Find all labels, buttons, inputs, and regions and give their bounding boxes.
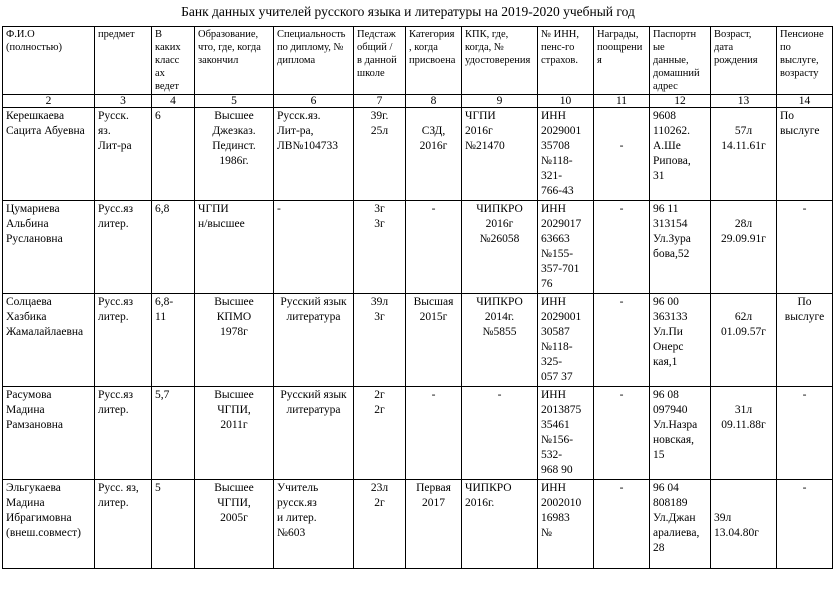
cell-pedstazh: 23л 2г [354,480,406,569]
column-number: 5 [195,95,274,108]
header-awards: Награды, поощрения [594,27,650,95]
table-row [3,201,833,294]
cell-awards: - [594,201,650,294]
cell-subject: Русс. яз, литер. [95,480,152,569]
cell-pension: - [777,387,833,480]
cell-subject: Русск. яз. Лит-ра [95,108,152,201]
cell-inn: ИНН 2013875 35461 №156- 532- 968 90 [538,387,594,480]
cell-education: Высшее ЧГПИ, 2011г [195,387,274,480]
cell-passport: 96 00 363133 Ул.Пи Онерс кая,1 [650,294,711,387]
header-passport: Паспортн ые данные, домашний адрес [650,27,711,95]
header-inn: № ИНН, пенс-го страхов. [538,27,594,95]
cell-passport: 96 04 808189 Ул.Джан аралиева, 28 [650,480,711,569]
cell-inn: ИНН 2029001 30587 №118- 325- 057 37 [538,294,594,387]
cell-passport: 9608 110262. А.Ше Рипова, 31 [650,108,711,201]
cell-pension: - [777,480,833,569]
column-number: 6 [274,95,354,108]
cell-specialty: Русский язык литература [274,387,354,480]
table-row [3,294,833,387]
column-number: 14 [777,95,833,108]
cell-fio: Цумариева Альбина Руслановна [3,201,95,294]
cell-age: 31л 09.11.88г [711,387,777,480]
cell-classes: 5,7 [152,387,195,480]
cell-specialty: - [274,201,354,294]
cell-classes: 6 [152,108,195,201]
cell-awards: - [594,294,650,387]
cell-pension: По выслуге [777,108,833,201]
cell-category: Первая 2017 [406,480,462,569]
cell-inn: ИНН 2029017 63663 №155- 357-701 76 [538,201,594,294]
cell-education: Высшее Джезказ. Пединст. 1986г. [195,108,274,201]
column-number: 13 [711,95,777,108]
cell-pension: По выслуге [777,294,833,387]
column-number: 9 [462,95,538,108]
cell-passport: 96 11 313154 Ул.Зура бова,52 [650,201,711,294]
cell-specialty: Учитель русск.яз и литер. №603 [274,480,354,569]
cell-specialty: Русский язык литература [274,294,354,387]
cell-passport: 96 08 097940 Ул.Назра новская, 15 [650,387,711,480]
cell-age: 57л 14.11.61г [711,108,777,201]
header-category: Категория , когда присвоена [406,27,462,95]
header-pedstazh: Педстаж общий / в данной школе [354,27,406,95]
cell-category: Высшая 2015г [406,294,462,387]
column-number: 7 [354,95,406,108]
cell-classes: 6,8- 11 [152,294,195,387]
cell-fio: Солцаева Хазбика Жамалайлаевна [3,294,95,387]
cell-fio: Керешкаева Сацита Абуевна [3,108,95,201]
header-specialty: Специальность по диплому, № диплома [274,27,354,95]
cell-pedstazh: 3г 3г [354,201,406,294]
cell-inn: ИНН 2002010 16983 № [538,480,594,569]
cell-kpk: ЧИПКРО 2016г. [462,480,538,569]
teachers-table [2,26,833,569]
cell-awards: - [594,108,650,201]
header-classes: В каких класс ах ведет [152,27,195,95]
table-header-row [3,27,833,95]
cell-subject: Русс.яз литер. [95,387,152,480]
cell-awards: - [594,480,650,569]
cell-fio: Расумова Мадина Рамзановна [3,387,95,480]
cell-awards: - [594,387,650,480]
cell-kpk: ЧГПИ 2016г №21470 [462,108,538,201]
cell-pedstazh: 2г 2г [354,387,406,480]
header-subject: предмет [95,27,152,95]
document-title: Банк данных учителей русского языка и литературы на 2019-2020 учебный год [181,4,635,19]
column-number: 4 [152,95,195,108]
cell-category: СЗД, 2016г [406,108,462,201]
cell-age: 62л 01.09.57г [711,294,777,387]
cell-kpk: - [462,387,538,480]
table-row [3,387,833,480]
table-row [3,108,833,201]
cell-age: 28л 29.09.91г [711,201,777,294]
column-number: 12 [650,95,711,108]
cell-classes: 6,8 [152,201,195,294]
header-age: Возраст, дата рождения [711,27,777,95]
cell-category: - [406,201,462,294]
table-row [3,480,833,569]
header-pension: Пенсионе по выслуге, возрасту [777,27,833,95]
cell-education: Высшее ЧГПИ, 2005г [195,480,274,569]
cell-pedstazh: 39л 3г [354,294,406,387]
column-number: 2 [3,95,95,108]
cell-category: - [406,387,462,480]
column-number-row [3,95,833,108]
cell-fio: Эльгукаева Мадина Ибрагимовна (внеш.совмест) [3,480,95,569]
cell-education: Высшее КПМО 1978г [195,294,274,387]
cell-inn: ИНН 2029001 35708 №118- 321- 766-43 [538,108,594,201]
cell-subject: Русс.яз литер. [95,201,152,294]
header-fio: Ф.И.О (полностью) [3,27,95,95]
cell-kpk: ЧИПКРО 2016г №26058 [462,201,538,294]
column-number: 10 [538,95,594,108]
cell-subject: Русс.яз литер. [95,294,152,387]
header-kpk: КПК, где, когда, № удостоверения [462,27,538,95]
column-number: 3 [95,95,152,108]
cell-age: 39л 13.04.80г [711,480,777,569]
column-number: 11 [594,95,650,108]
cell-pension: - [777,201,833,294]
column-number: 8 [406,95,462,108]
header-education: Образование, что, где, когда закончил [195,27,274,95]
cell-specialty: Русск.яз. Лит-ра, ЛВ№104733 [274,108,354,201]
cell-pedstazh: 39г. 25л [354,108,406,201]
cell-kpk: ЧИПКРО 2014г. №5855 [462,294,538,387]
cell-education: ЧГПИ н/высшее [195,201,274,294]
cell-classes: 5 [152,480,195,569]
